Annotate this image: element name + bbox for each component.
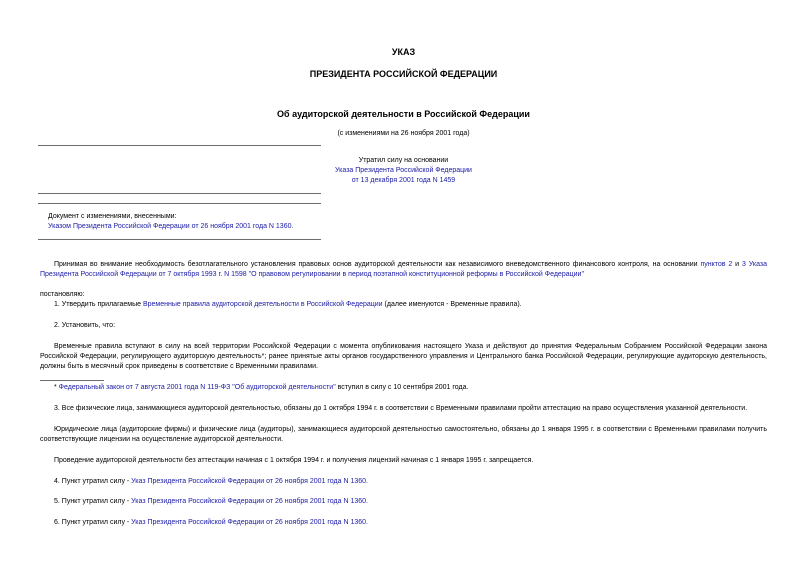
item-1-text: (далее именуются - Временные правила). [382,301,522,308]
status-link-line-2[interactable]: от 13 декабря 2001 года N 1459 [351,177,456,184]
title-line-1: УКАЗ [391,47,416,57]
intro-paragraph [40,260,767,280]
intro-text: и [732,261,742,268]
footnote [54,383,468,393]
intro-link-decree[interactable]: 3 Указа Президента Российской Федерации от 7 октября 1993 г. N 1598 "О правовом регулировании в период поэтапной конституционной реформы в Российской Федерации" [40,261,768,278]
item-3-body-2: Проведение аудиторской деятельности без аттестации начиная с 1 октября 1994 г. и получения лицензий начиная с 1 января 1995 г. запрещается. [54,457,534,464]
footnote-divider [40,380,104,381]
item-1-text: 1. Утвердить прилагаемые [54,301,143,308]
item-5-link[interactable]: Указ Президента Российской Федерации от 26 ноября 2001 года N 1360. [131,498,368,505]
decree-word: постановляю: [40,291,85,298]
status-line: Утратил силу на основании [358,157,449,164]
item-1 [54,300,522,310]
divider [38,193,321,194]
item-6 [54,518,368,528]
footnote-text: вступил в силу с 10 сентября 2001 года. [335,384,469,391]
item-4-text: 4. Пункт утратил силу - [54,478,132,485]
document-subtitle: Об аудиторской деятельности в Российской Федерации [277,109,530,119]
footnote-marker: * [54,384,59,391]
changes-link[interactable]: Указом Президента Российской Федерации от 26 ноября 2001 года N 1360. [48,223,294,230]
divider [38,239,321,240]
item-4 [54,477,368,487]
item-2-body: Временные правила вступают в силу на всей территории Российской Федерации с момента опубликования настоящего Указа и действуют до принятия Федеральным Собранием Российской Федерации закона Российской Федерации, регулирующего аудиторскую деятельность*; ранее принятые акты органов государственного управления и Центрального банка Российской Федерации, регулирующие аудиторскую деятельность, должны быть в месячный срок приведены в соответствие с Временными правилами. [40,343,767,370]
temporary-rules-link[interactable]: Временные правила аудиторской деятельности в Российской Федерации [142,301,383,308]
footnote-link[interactable]: Федеральный закон от 7 августа 2001 года N 119-ФЗ "Об аудиторской деятельности" [58,384,336,391]
status-link-line-1[interactable]: Указа Президента Российской Федерации [335,167,472,174]
item-5 [54,497,368,507]
intro-text: Принимая во внимание необходимость безотлагательного установления правовых основ аудиторской деятельности как независимого вневедомственного финансового контроля, на основании [54,261,701,268]
item-3: 3. Все физические лица, занимающиеся аудиторской деятельностью, обязаны до 1 октября 1994 г. в соответствии с Временными правилами пройти аттестацию на право осуществления указанной деятельности. [54,405,748,412]
item-4-link[interactable]: Указ Президента Российской Федерации от 26 ноября 2001 года N 1360. [131,478,368,485]
item-2: 2. Установить, что: [54,322,116,329]
divider [38,145,321,146]
divider [38,203,321,204]
item-6-text: 6. Пункт утратил силу - [54,519,132,526]
intro-link-points[interactable]: пунктов 2 [700,261,733,268]
item-3-body: Юридические лица (аудиторские фирмы) и физические лица (аудиторы), занимающиеся аудиторской деятельностью самостоятельно, обязаны до 1 января 1995 г. в соответствии с Временными правилами получить соответствующие лицензии на осуществление аудиторской деятельности. [40,426,767,443]
title-line-2: ПРЕЗИДЕНТА РОССИЙСКОЙ ФЕДЕРАЦИИ [309,69,498,79]
amendment-note: (с изменениями на 26 ноября 2001 года) [337,130,470,137]
item-6-link[interactable]: Указ Президента Российской Федерации от 26 ноября 2001 года N 1360. [131,519,368,526]
item-5-text: 5. Пункт утратил силу - [54,498,132,505]
changes-label: Документ с изменениями, внесенными: [48,213,177,220]
